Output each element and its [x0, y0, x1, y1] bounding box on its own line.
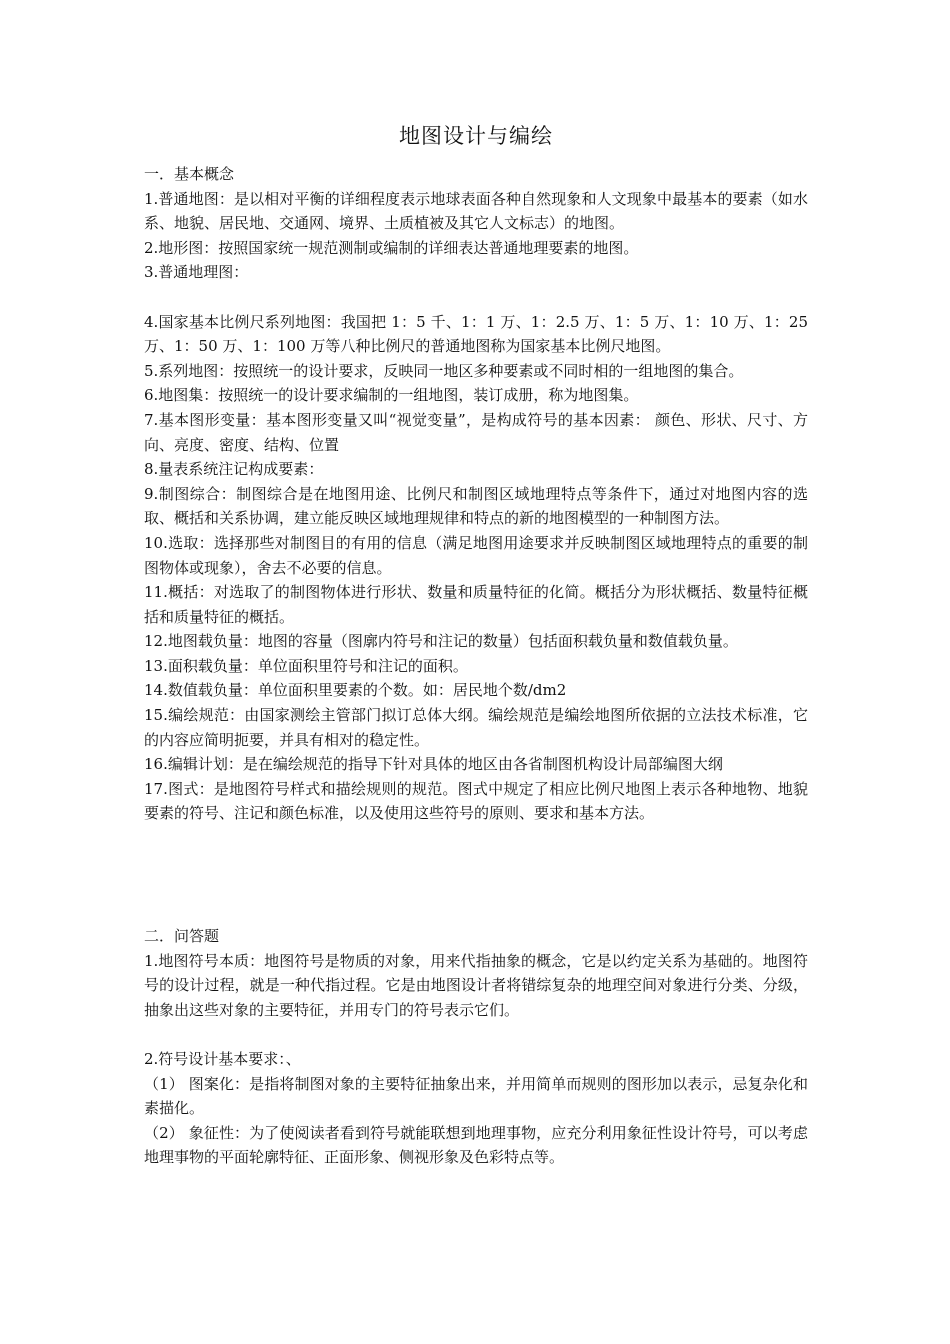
- concept-item-4: 4.国家基本比例尺系列地图：我国把 1：5 千、1：1 万、1：2.5 万、1：5 万、1：10 万、1：25 万、1：50 万、1：100 万等八种比例尺的普通地图称为国家基本比例尺地图。: [144, 312, 808, 356]
- document-title: 地图设计与编绘: [399, 124, 553, 148]
- concept-item-7: 7.基本图形变量：基本图形变量又叫“视觉变量”，是构成符号的基本因素： 颜色、形状、尺寸、方向、亮度、密度、结构、位置: [144, 410, 808, 454]
- concept-item-2: 2.地形图：按照国家统一规范测制或编制的详细表达普通地理要素的地图。: [144, 238, 639, 257]
- concept-item-1: 1.普通地图：是以相对平衡的详细程度表示地球表面各种自然现象和人文现象中最基本的要素（如水系、地貌、居民地、交通网、境界、土质植被及其它人文标志）的地图。: [144, 189, 808, 233]
- concept-item-11: 11.概括：对选取了的制图物体进行形状、数量和质量特征的化简。概括分为形状概括、数量特征概括和质量特征的概括。: [144, 583, 808, 626]
- concept-item-16: 16.编辑计划：是在编绘规范的指导下针对具体的地区由各省制图机构设计局部编图大纲: [144, 755, 723, 774]
- concept-item-13: 13.面积载负量：单位面积里符号和注记的面积。: [144, 656, 468, 675]
- question-2-item-1: （1） 图案化：是指将制图对象的主要特征抽象出来，并用简单而规则的图形加以表示，忌复杂化和素描化。: [144, 1074, 808, 1118]
- blank-line: [144, 285, 808, 310]
- concept-item-5: 5.系列地图：按照统一的设计要求，反映同一地区多种要素或不同时相的一组地图的集合。: [144, 361, 744, 380]
- question-2: 2.符号设计基本要求：、: [144, 1050, 301, 1068]
- section2-heading: 二．问答题: [144, 927, 220, 946]
- question-2-item-2: （2） 象征性：为了使阅读者看到符号就能联想到地理事物，应充分利用象征性设计符号，可以考虑地理事物的平面轮廓特征、正面形象、侧视形象及色彩特点等。: [144, 1123, 808, 1167]
- section1-heading: 一．基本概念: [144, 165, 235, 183]
- concept-item-3: 3.普通地理图：: [144, 263, 249, 282]
- concept-item-14: 14.数值载负量：单位面积里要素的个数。如：居民地个数/dm2: [144, 681, 567, 700]
- question-1: 1.地图符号本质：地图符号是物质的对象，用来代指抽象的概念，它是以约定关系为基础的。地图符号的设计过程，就是一种代指过程。它是由地图设计者将错综复杂的地理空间对象进行分类、分级，抽象出这些对象的主要特征，并用专门的符号表示它们。: [144, 951, 808, 1019]
- document-page: [144, 118, 808, 1170]
- concept-item-6: 6.地图集：按照统一的设计要求编制的一组地图，装订成册，称为地图集。: [144, 386, 639, 405]
- concept-item-9: 9.制图综合：制图综合是在地图用途、比例尺和制图区域地理特点等条件下，通过对地图内容的选取、概括和关系协调，建立能反映区域地理规律和特点的新的地图模型的一种制图方法。: [144, 484, 808, 528]
- concept-item-15: 15.编绘规范：由国家测绘主管部门拟订总体大纲。编绘规范是编绘地图所依据的立法技术标准，它的内容应简明扼要，并具有相对的稳定性。: [144, 706, 808, 749]
- concept-item-8: 8.量表系统注记构成要素：: [144, 460, 324, 479]
- concept-item-17: 17.图式：是地图符号样式和描绘规则的规范。图式中规定了相应比例尺地图上表示各种地物、地貌要素的符号、注记和颜色标准，以及使用这些符号的原则、要求和基本方法。: [144, 779, 808, 823]
- section-spacer: [144, 826, 808, 924]
- blank-line: [144, 1022, 808, 1047]
- concept-item-10: 10.选取：选择那些对制图目的有用的信息（满足地图用途要求并反映制图区域地理特点的重要的制图物体或现象），舍去不必要的信息。: [144, 533, 808, 577]
- concept-item-12: 12.地图载负量：地图的容量（图廓内符号和注记的数量）包括面积载负量和数值载负量。: [144, 632, 738, 651]
